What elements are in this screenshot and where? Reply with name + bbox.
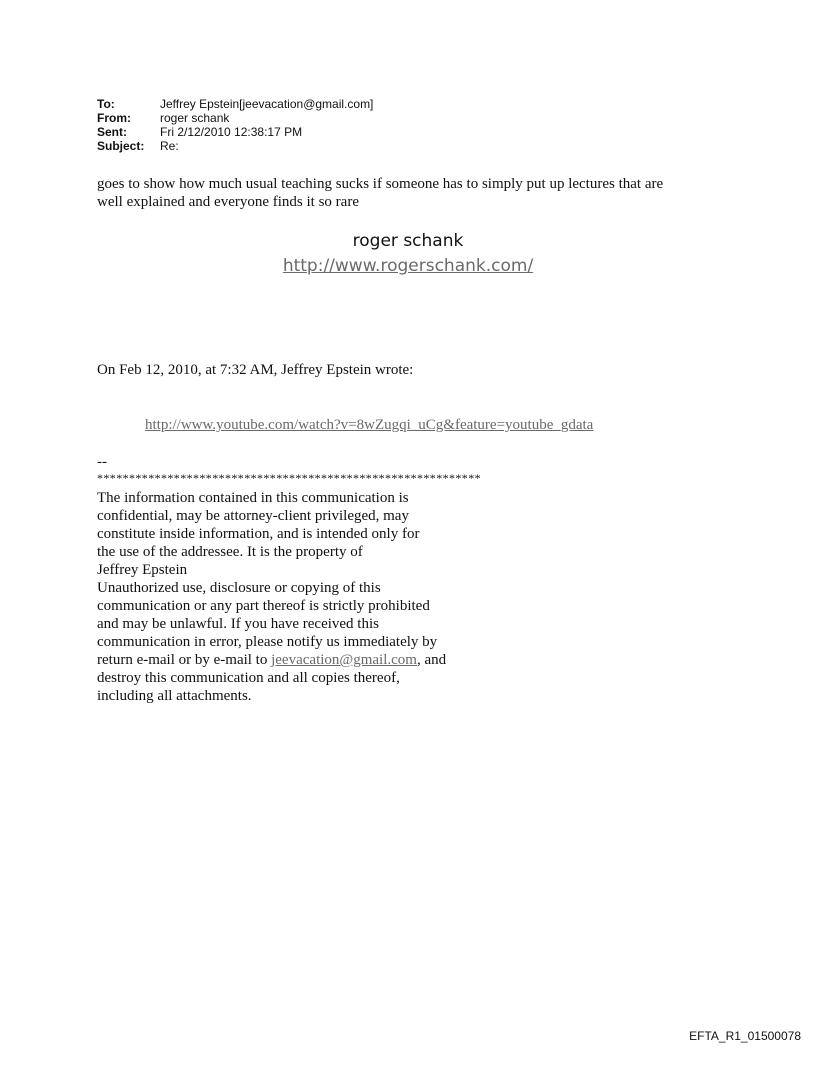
document-id: EFTA_R1_01500078 (689, 1029, 801, 1043)
subject-value: Re: (160, 139, 179, 153)
quoted-intro: On Feb 12, 2010, at 7:32 AM, Jeffrey Epstein wrote: (97, 362, 414, 378)
quoted-link-row (145, 416, 593, 434)
disclaimer-return-line (97, 651, 497, 669)
signature-dashes: -- (97, 454, 107, 470)
return-suffix: , and (416, 652, 447, 668)
disclaimer-email-link[interactable]: jeevacation@gmail.com (271, 652, 417, 668)
disclaimer-line: destroy this communication and all copies thereof, (97, 670, 400, 686)
signature-url-link[interactable]: http://www.rogerschank.com/ (282, 256, 534, 276)
email-header (97, 97, 373, 153)
from-label: From: (97, 111, 131, 125)
to-value: Jeffrey Epstein[jeevacation@gmail.com] (160, 97, 374, 111)
email-body (97, 175, 737, 211)
disclaimer-line: communication or any part thereof is strictly prohibited (97, 598, 430, 614)
disclaimer-line: confidential, may be attorney-client privileged, may (97, 508, 409, 524)
signature-name: roger schank (352, 231, 464, 251)
disclaimer-line: and may be unlawful. If you have received this (97, 616, 379, 632)
body-line-1: goes to show how much usual teaching sucks if someone has to simply put up lectures that are (97, 176, 664, 192)
header-sent-row (97, 125, 373, 139)
youtube-link[interactable]: http://www.youtube.com/watch?v=8wZugqi_uCg&feature=youtube_gdata (145, 417, 594, 433)
confidentiality-disclaimer (97, 489, 497, 705)
disclaimer-line: communication in error, please notify us immediately by (97, 634, 438, 650)
star-divider: ************************************************************ (97, 471, 481, 485)
to-label: To: (97, 97, 115, 111)
header-to-row (97, 97, 373, 111)
header-from-row (97, 111, 373, 125)
signature-link-row (0, 255, 816, 277)
disclaimer-line: including all attachments. (97, 688, 252, 704)
header-subject-row (97, 139, 373, 153)
disclaimer-line: constitute inside information, and is intended only for (97, 526, 420, 542)
return-prefix: return e-mail or by e-mail to (97, 652, 272, 668)
disclaimer-line: Jeffrey Epstein (97, 562, 188, 578)
disclaimer-line: Unauthorized use, disclosure or copying of this (97, 580, 381, 596)
disclaimer-line: The information contained in this communication is (97, 490, 409, 506)
sent-label: Sent: (97, 125, 127, 139)
from-value: roger schank (160, 111, 230, 125)
subject-label: Subject: (97, 139, 145, 153)
sent-value: Fri 2/12/2010 12:38:17 PM (160, 125, 303, 139)
disclaimer-line: the use of the addressee. It is the property of (97, 544, 363, 560)
body-line-2: well explained and everyone finds it so rare (97, 194, 359, 210)
